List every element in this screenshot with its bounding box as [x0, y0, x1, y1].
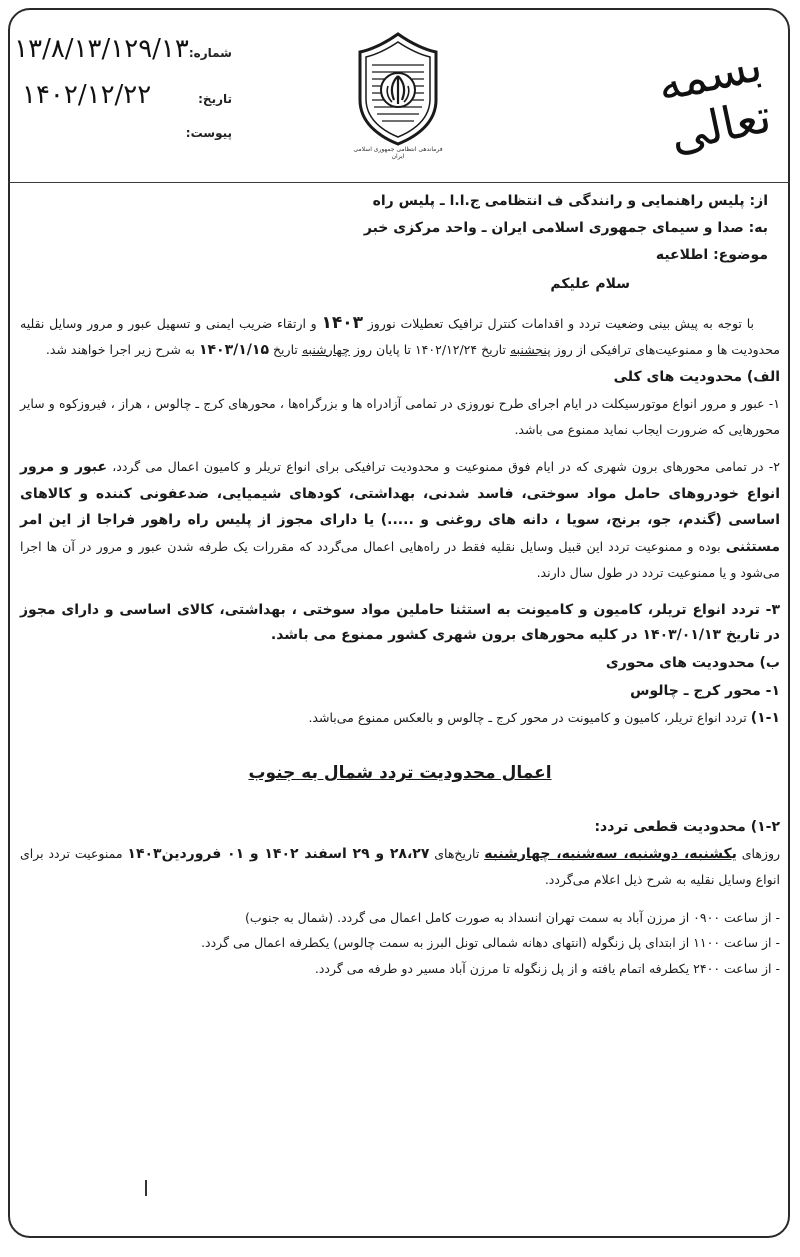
calligraphy-text: بسمه تعالی [652, 37, 776, 163]
days-text-c: ممنوعیت تردد برای انواع وسایل نقلیه به شرح ذیل اعلام می‌گردد. [20, 845, 780, 887]
letter-body [20, 188, 780, 981]
emblem-caption: فرماندهی انتظامی جمهوری اسلامی ایران [353, 146, 443, 160]
intro-text-a: با توجه به پیش بینی وضعیت تردد و اقدامات کنترل ترافیک تعطیلات نوروز [367, 316, 754, 331]
days-text-b: تاریخ‌های [434, 845, 480, 861]
date-value: ۱۴۰۲/۱۲/۲۲ [22, 80, 152, 110]
intro-paragraph [20, 311, 780, 363]
date-label: تاریخ: [198, 92, 232, 106]
item-1: ۱- عبور و مرور انواع موتورسیکلت در ایام اجرای طرح نوروزی در تمامی آزادراه ها و بزرگراه‌ها ، محورهای کرج ـ چالوس ، هراز ، فیروزکوه و سایر محورهایی که ضرورت ایجاب نماید ممنوع می باشد. [20, 396, 780, 437]
intro-year: ۱۴۰۳ [321, 313, 363, 333]
days-text-a: روزهای [741, 845, 781, 861]
attachment-label: پیوست: [185, 126, 232, 140]
date-row [22, 80, 232, 126]
intro-day-start: پنجشنبه [509, 341, 551, 357]
intro-text-d: تاریخ [272, 341, 298, 357]
police-emblem-icon [352, 30, 444, 158]
letter-meta [14, 34, 232, 156]
item-2-text-a: ۲- در تمامی محورهای برون شهری که در ایام فوق ممنوعیت و محدودیت ترافیکی برای انواع تریلر و کامیون اعمال می گردد، [112, 459, 780, 474]
subject-line: موضوع: اطلاعیه [655, 247, 768, 263]
number-row [14, 34, 232, 80]
item-2 [20, 454, 780, 586]
page-tick-mark [145, 1180, 147, 1196]
from-line: از: پلیس راهنمایی و رانندگی ف انتظامی ج.ا.ا ـ پلیس راه [372, 193, 768, 209]
greeting: سلام علیکم [550, 276, 630, 292]
axis-item [20, 705, 780, 732]
intro-text-b: و ارتقاء ضریب ایمنی و تسهیل عبور و مرور وسایل نقلیه محدودیت ها و ممنوعیت‌های ترافیکی از روز [20, 316, 780, 357]
bismillah-calligraphy [652, 30, 776, 163]
intro-text-c: تاریخ ۱۴۰۲/۱۲/۲۴ تا پایان روز [353, 341, 506, 357]
axis-item-number: ۱-۱) [750, 709, 780, 726]
section-b-title: ب) محدودیت های محوری [605, 654, 780, 671]
days-list: یکشنبه، دوشنبه، سه‌شنبه، چهارشنبه [484, 845, 737, 862]
item-2-bold: عبور و مرور انواع خودروهای حامل مواد سوختی، فاسد شدنی، بهداشتی، کودهای شیمیایی، ضدعفونی کننده و کالاهای اساسی (گندم، جو، برنج، سویا ، دانه های روغنی و .....) یا دارای مجوز از پلیس راه راهور فراجا از این امر مستثنی [20, 459, 780, 555]
axis-item-text: تردد انواع تریلر، کامیون و کامیونت در محور کرج ـ چالوس و بالعکس ممنوع می‌باشد. [308, 709, 747, 725]
intro-day-end: چهارشنبه [301, 341, 350, 357]
item-3: ۳- تردد انواع تریلر، کامیون و کامیونت به استثنا حاملین مواد سوختی ، بهداشتی، کالای اساسی و دارای مجوز در تاریخ ۱۴۰۳/۰۱/۱۳ در کلیه محورهای برون شهری کشور ممنوع می باشد. [20, 601, 780, 643]
days-dates: ۲۸،۲۷ و ۲۹ اسفند ۱۴۰۲ و ۰۱ فروردین۱۴۰۳ [127, 845, 430, 862]
section-a-title: الف) محدودیت های کلی [613, 369, 780, 385]
intro-end-date: ۱۴۰۳/۱/۱۵ [198, 341, 269, 358]
time-rule-1: - از ساعت ۰۹۰۰ از مرزن آباد به سمت تهران انسداد به صورت کامل اعمال می گردد. (شمال به جنوب) [244, 909, 780, 925]
time-rule-3: - از ساعت ۲۴۰۰ یکطرفه اتمام یافته و از پل زنگوله تا مرزن آباد مسیر دو طرفه می گردد. [314, 960, 780, 976]
number-label: شماره: [188, 46, 232, 60]
north-south-title: اعمال محدودیت تردد شمال به جنوب [248, 763, 552, 783]
number-value: ۱۳/۸/۱۳/۱۲۹/۱۳ [14, 34, 189, 64]
attachment-row [22, 126, 232, 156]
days-paragraph [20, 841, 780, 893]
to-line: به: صدا و سیمای جمهوری اسلامی ایران ـ واحد مرکزی خبر [363, 220, 768, 236]
subsection-title: ۱-۲) محدودیت قطعی تردد: [594, 818, 780, 835]
axis-title: ۱- محور کرج ـ چالوس [630, 682, 780, 699]
intro-text-f: به شرح زیر اجرا خواهند شد. [45, 341, 195, 357]
time-rule-2: - از ساعت ۱۱۰۰ از ابتدای پل زنگوله (انتهای دهانه شمالی تونل البرز به سمت چالوس) یکطرفه اعمال می گردد. [201, 935, 780, 950]
item-2-text-b: بوده و ممنوعیت تردد این قبیل وسایل نقلیه فقط در راه‌هایی اعمال می‌گردد که مقررات یک طرفه شدن عبور و مرور در آن ها اجرا می‌شود و یا ممنوعیت تردد در طول سال دارند. [20, 538, 780, 580]
